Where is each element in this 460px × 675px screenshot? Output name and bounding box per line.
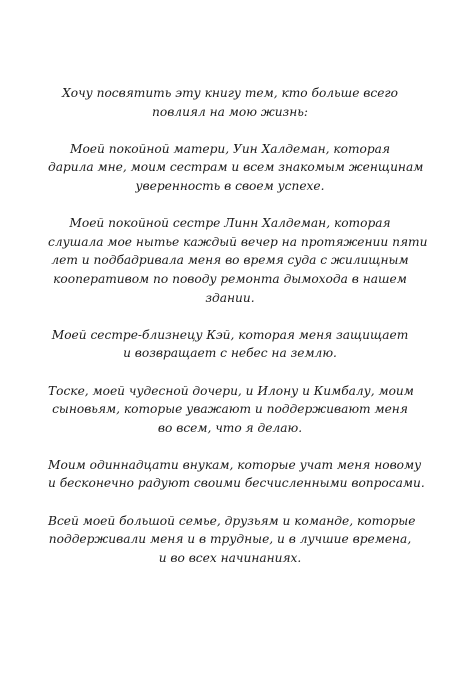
text-line: и бесконечно радуют своими бесчисленными вопросами. [48, 476, 425, 491]
text-line: уверенность в своем успехе. [135, 178, 325, 193]
text-line: Всей моей большой семье, друзьям и команде, которые [48, 513, 416, 528]
text-line: Моим одиннадцати внукам, которые учат меня новому [48, 457, 422, 472]
dedication-paragraph-family [48, 512, 416, 568]
text-line: Моей покойной матери, Уин Халдеман, которая [69, 141, 391, 156]
text-line: во всем, что я делаю. [157, 420, 303, 435]
text-line: Хочу посвятить эту книгу тем, кто больше всего [62, 86, 398, 100]
text-line: лет и подбадривала меня во время суда с жилищным [51, 253, 409, 268]
dedication-paragraph-sister [48, 214, 428, 307]
text-line: повлиял на мою жизнь: [152, 104, 308, 119]
dedication-paragraph-children [48, 382, 412, 438]
text-line: кооперативом по поводу ремонта дымохода в нашем [53, 271, 407, 286]
dedication-paragraph-grandchildren [48, 456, 425, 493]
text-line: Моей сестре-близнецу Кэй, которая меня защищает [51, 327, 409, 342]
text-line: и возвращает с небес на землю. [123, 346, 337, 361]
text-line: и во всех начинаниях. [158, 550, 302, 565]
dedication-text [48, 84, 428, 586]
text-line: дарила мне, моим сестрам и всем знакомым женщинам [48, 160, 424, 175]
text-line: сыновьям, которые уважают и поддерживают меня [52, 402, 408, 417]
text-line: здании. [205, 290, 255, 305]
text-line: поддерживали меня и в трудные, и в лучшие времена, [48, 532, 412, 547]
text-line: Тоске, моей чудесной дочери, и Илону и Кимбалу, моим [48, 383, 414, 398]
text-line: слушала мое нытье каждый вечер на протяжении пяти [48, 234, 428, 249]
dedication-paragraph-mother [48, 140, 424, 196]
dedication-paragraph-twin [48, 326, 412, 363]
text-line: Моей покойной сестре Линн Халдеман, которая [69, 216, 391, 231]
dedication-paragraph-intro [48, 84, 412, 121]
